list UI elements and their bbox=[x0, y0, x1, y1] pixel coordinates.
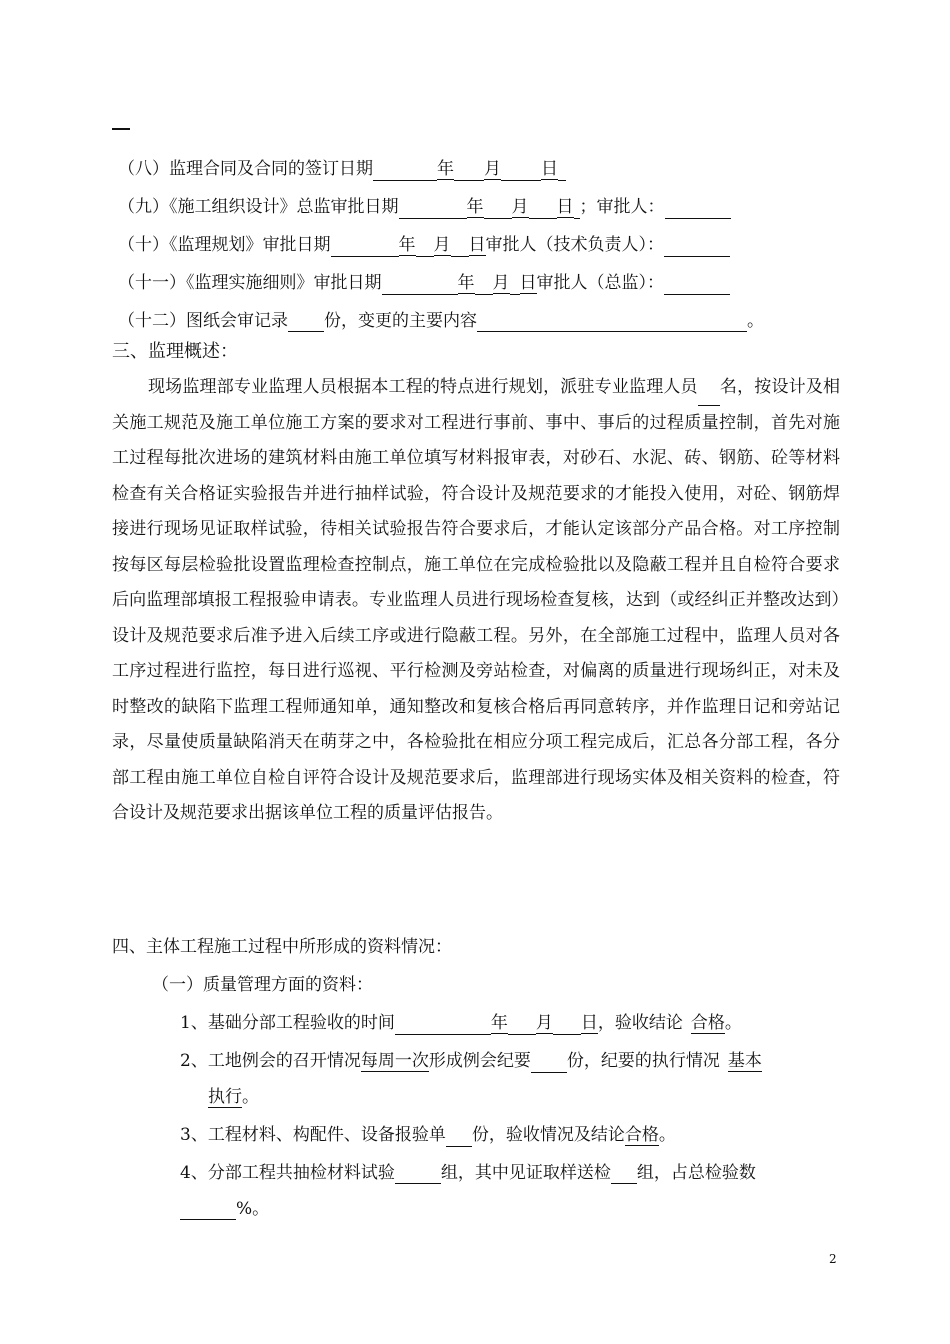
top-dash-mark bbox=[112, 128, 130, 130]
s4-item-3-count-blank bbox=[446, 1127, 472, 1147]
item-8-year: 年 bbox=[437, 159, 454, 179]
item-12-label: （十二）图纸会审记录 bbox=[118, 311, 288, 331]
s4-item-3: 3、工程材料、构配件、设备报验单 份，验收情况及结论合格。 bbox=[180, 1125, 676, 1145]
item-9-blank bbox=[399, 199, 467, 219]
item-11-year: 年 bbox=[457, 273, 475, 293]
item-11-blank bbox=[382, 275, 458, 295]
s4-item-2-result-b: 执行 bbox=[208, 1087, 242, 1107]
staff-count-blank bbox=[698, 386, 720, 406]
section-3-paragraph: 现场监理部专业监理人员根据本工程的特点进行规划，派驻专业监理人员 名，按设计及相关施工规范及施工单位施工方案的要求对工程进行事前、事中、事后的过程质量控制，首先对施工过程每批次进场的建筑材料由施工单位填写材料报审表，对砂石、水泥、砖、钢筋、砼等材料检查有关合格证实验报告并进行抽样试验，符合设计及规范要求的才能投入使用，对砼、钢筋焊接进行现场见证取样试验，待相关试验报告符合要求后，才能认定该部分产品合格。对工序控制按每区每层检验批设置监理检查控制点，施工单位在完成检验批以及隐蔽工程并且自检符合要求后向监理部填报工程报验申请表。专业监理人员进行现场检查复核，达到（或经纠正并整改达到）设计及规范要求后准予进入后续工序或进行隐蔽工程。另外，在全部施工过程中，监理人员对各工序过程进行监控，每日进行巡视、平行检测及旁站检查，对偏离的质量进行现场纠正，对未及时整改的缺陷下监理工程师通知单，通知整改和复核合格后再同意转序，并作监理日记和旁站记录，尽量使质量缺陷消天在萌芽之中，各检验批在相应分项工程完成后，汇总各分部工程，各分部工程由施工单位自检自评符合设计及规范要求后，监理部进行现场实体及相关资料的检查，符合设计及规范要求出据该单位工程的质量评估报告。 bbox=[112, 377, 841, 823]
item-11 bbox=[118, 272, 730, 295]
item-8-label: （八）监理合同及合同的签订日期 bbox=[118, 159, 373, 179]
item-11-approver-label: 审批人（总监）： bbox=[536, 273, 664, 293]
item-12-count-blank bbox=[288, 312, 324, 332]
item-10-label: （十）《监理规划》审批日期 bbox=[118, 235, 331, 255]
item-10-blank bbox=[331, 237, 399, 257]
item-9 bbox=[118, 196, 731, 219]
item-10-year: 年 bbox=[398, 235, 416, 255]
item-10-approver-label: 审批人（技术负责人）： bbox=[485, 235, 664, 255]
section-4-sub1: （一）质量管理方面的资料： bbox=[152, 975, 373, 995]
item-11-label: （十一）《监理实施细则》审批日期 bbox=[118, 273, 382, 293]
s4-item-1-result: 合格 bbox=[690, 1013, 725, 1033]
item-11-day: 日 bbox=[519, 273, 537, 293]
s4-item-4-witness-blank bbox=[611, 1164, 637, 1184]
item-8 bbox=[118, 158, 566, 181]
item-9-year: 年 bbox=[466, 197, 484, 217]
s4-item-2-result-a: 基本 bbox=[727, 1051, 762, 1071]
section-4-heading: 四、主体工程施工过程中所形成的资料情况： bbox=[112, 937, 452, 957]
item-10-day: 日 bbox=[468, 235, 486, 255]
item-12-content-blank bbox=[477, 312, 747, 332]
item-10 bbox=[118, 234, 730, 257]
item-9-month: 月 bbox=[511, 197, 529, 217]
s4-item-2-frequency: 每周一次 bbox=[360, 1051, 429, 1071]
item-11-approver-blank bbox=[664, 275, 730, 295]
page-number: 2 bbox=[829, 1252, 837, 1266]
section-3-heading: 三、监理概述： bbox=[112, 341, 238, 362]
s4-item-2-cont: 执行。 bbox=[208, 1087, 259, 1107]
item-8-month: 月 bbox=[484, 159, 501, 179]
item-9-approver-blank bbox=[665, 199, 731, 219]
item-10-approver-blank bbox=[664, 237, 730, 257]
item-9-label: （九）《施工组织设计》总监审批日期 bbox=[118, 197, 399, 217]
s4-item-1-blank bbox=[395, 1015, 491, 1035]
item-10-month: 月 bbox=[433, 235, 451, 255]
s4-item-4: 4、分部工程共抽检材料试验 组，其中见证取样送检 组，占总检验数 bbox=[180, 1163, 756, 1183]
s4-item-4-percent-blank bbox=[180, 1200, 236, 1220]
s4-item-2: 2、工地例会的召开情况每周一次形成例会纪要 份，纪要的执行情况 基本 bbox=[180, 1051, 762, 1071]
item-9-approver-label: ；审批人： bbox=[579, 197, 665, 217]
s4-item-1: 1、基础分部工程验收的时间 年 月 日，验收结论 合格。 bbox=[180, 1013, 742, 1033]
s4-item-4-cont: %。 bbox=[180, 1198, 269, 1220]
s4-item-2-count-blank bbox=[531, 1053, 567, 1073]
item-12: （十二）图纸会审记录 份，变更的主要内容 。 bbox=[118, 311, 764, 331]
item-11-month: 月 bbox=[492, 273, 510, 293]
item-12-middle: 份，变更的主要内容 bbox=[324, 311, 477, 331]
s4-item-4-tests-blank bbox=[395, 1164, 441, 1184]
item-8-blank bbox=[373, 161, 437, 181]
item-9-day: 日 bbox=[556, 197, 574, 217]
s4-item-3-result: 合格 bbox=[624, 1125, 659, 1145]
item-8-day: 日 bbox=[541, 159, 558, 179]
